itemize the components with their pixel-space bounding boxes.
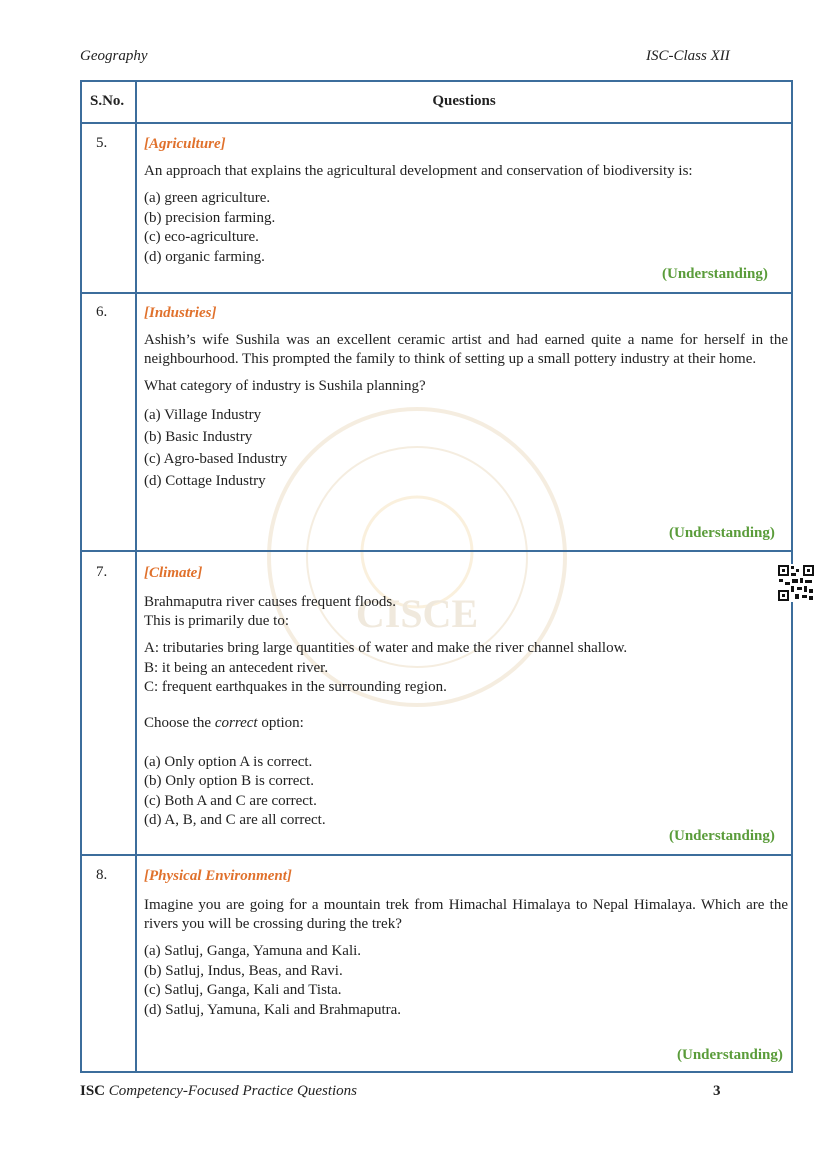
question-options: [144, 404, 788, 492]
footer-subtitle: Competency-Focused Practice Questions: [105, 1083, 358, 1099]
option: (c) Agro-based Industry: [144, 451, 288, 467]
page-number: 3: [713, 1083, 721, 1099]
question-number: 7.: [96, 564, 108, 580]
qr-code-icon[interactable]: [777, 564, 815, 602]
footer-title: [80, 1083, 357, 1100]
column-header-questions: Questions: [432, 93, 496, 109]
question-text: Imagine you are going for a mountain trek from Himachal Himalaya to Nepal Himalaya. Which are the rivers you will be crossing during the trek?: [144, 897, 788, 932]
statement: A: tributaries bring large quantities of water and make the river channel shallow.: [144, 640, 628, 656]
option: (d) Cottage Industry: [144, 473, 266, 489]
option: (b) Satluj, Indus, Beas, and Ravi.: [144, 962, 343, 979]
question-options: [144, 189, 788, 267]
option: (b) Only option B is correct.: [144, 773, 314, 789]
skill-tag: (Understanding): [669, 828, 775, 844]
question-text: This is primarily due to:: [144, 613, 289, 629]
option: (b) Basic Industry: [144, 429, 253, 445]
header-subject: Geography: [80, 48, 148, 64]
option: (a) Village Industry: [144, 407, 262, 423]
header-class: ISC-Class XII: [646, 48, 730, 64]
prompt-suffix: option:: [257, 714, 304, 731]
question-topic: [Agriculture]: [144, 136, 226, 152]
question-topic: [Industries]: [144, 305, 217, 321]
column-header-sno: S.No.: [90, 93, 125, 109]
question-topic: [Physical Environment]: [144, 868, 292, 884]
statement: B: it being an antecedent river.: [144, 659, 329, 676]
question-8: [144, 867, 788, 1020]
question-text: An approach that explains the agricultural development and conservation of biodiversity is:: [144, 163, 693, 179]
question-number: 6.: [96, 304, 108, 320]
question-7: [144, 564, 788, 831]
questions-table: [80, 80, 793, 1073]
skill-tag: (Understanding): [669, 525, 775, 541]
question-options: [144, 942, 788, 1020]
option: (d) organic farming.: [144, 248, 265, 265]
question-text: Brahmaputra river causes frequent floods.: [144, 594, 396, 610]
question-prompt: [144, 714, 788, 733]
question-number: 8.: [96, 867, 108, 883]
footer-brand: ISC: [80, 1083, 106, 1099]
question-prompt: What category of industry is Sushila planning?: [144, 378, 426, 394]
question-6: [144, 304, 788, 492]
prompt-prefix: Choose the: [144, 714, 215, 731]
option: (b) precision farming.: [144, 209, 276, 226]
question-options: [144, 753, 788, 831]
column-divider: [135, 82, 137, 1071]
option: (d) Satluj, Yamuna, Kali and Brahmaputra.: [144, 1001, 402, 1018]
option: (c) Both A and C are correct.: [144, 792, 317, 809]
option: (c) Satluj, Ganga, Kali and Tista.: [144, 982, 342, 998]
row-divider: [82, 854, 791, 856]
question-statements: [144, 639, 788, 698]
statement: C: frequent earthquakes in the surrounding region.: [144, 679, 447, 695]
question-topic: [Climate]: [144, 565, 203, 581]
option: (a) Satluj, Ganga, Yamuna and Kali.: [144, 943, 362, 959]
option: (d) A, B, and C are all correct.: [144, 812, 326, 828]
row-divider: [82, 550, 791, 552]
question-text: Ashish’s wife Sushila was an excellent ceramic artist and had earned quite a name for herself in the neighbourhood. This prompted the family to think of setting up a small pottery industry at their home.: [144, 332, 788, 367]
option: (a) green agriculture.: [144, 190, 271, 206]
skill-tag: (Understanding): [662, 266, 768, 282]
option: (a) Only option A is correct.: [144, 753, 313, 770]
skill-tag: (Understanding): [677, 1047, 783, 1063]
watermark-text: CISCE: [355, 591, 479, 636]
question-5: [144, 135, 788, 267]
question-number: 5.: [96, 135, 108, 151]
row-divider: [82, 122, 791, 124]
prompt-emphasis: correct: [214, 714, 258, 731]
row-divider: [82, 292, 791, 294]
option: (c) eco-agriculture.: [144, 229, 259, 245]
